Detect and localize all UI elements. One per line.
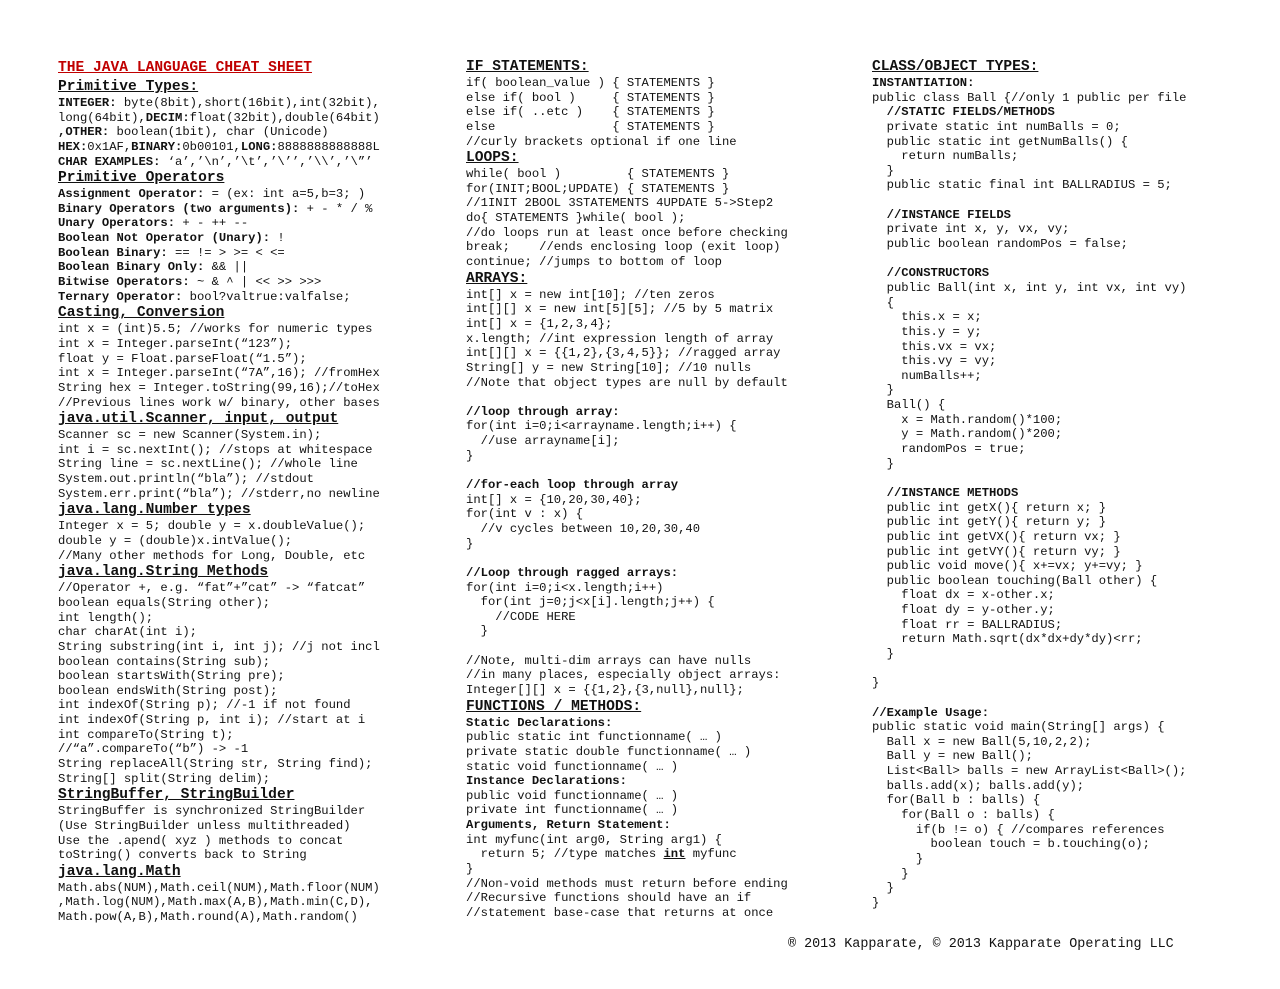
code-line: //Recursive functions should have an if <box>466 891 752 906</box>
code-line: x.length; //int expression length of array <box>466 331 774 346</box>
term-label: Boolean Binary Only: <box>58 260 212 275</box>
code-line: int[] x = {1,2,3,4}; <box>466 316 613 331</box>
term-value: boolean(1bit), char (Unicode) <box>116 125 329 140</box>
term-value: == != > >= < <= <box>175 245 285 260</box>
code-line: break; //ends enclosing loop (exit loop) <box>466 240 781 255</box>
code-line: public boolean randomPos = false; <box>872 237 1128 252</box>
code-line: else if( bool ) { STATEMENTS } <box>466 90 715 105</box>
code-line: System.out.println(“bla”); //stdout <box>58 472 314 487</box>
comment-label: //INSTANCE METHODS <box>872 485 1019 500</box>
code-line: do{ STATEMENTS }while( bool ); <box>466 211 686 226</box>
column-basics <box>58 58 406 925</box>
term-label: Ternary Operator: <box>58 289 190 304</box>
code-line <box>58 260 406 275</box>
code-line: //1INIT 2BOOL 3STATEMENTS 4UPDATE 5->Step2 <box>466 196 774 211</box>
page-title: THE JAVA LANGUAGE CHEAT SHEET <box>58 60 312 76</box>
section-heading-functions: FUNCTIONS / METHODS: <box>466 698 642 715</box>
comment-label: //loop through array: <box>466 404 620 419</box>
code-line: public class Ball {//only 1 public per file <box>872 90 1187 105</box>
code-line <box>466 847 818 862</box>
code-line <box>58 155 406 170</box>
code-line: int myfunc(int arg0, String arg1) { <box>466 832 722 847</box>
code-line: } <box>872 895 880 910</box>
code-line: public Ball(int x, int y, int vx, int vy) <box>872 280 1187 295</box>
term-label: CHAR EXAMPLES: <box>58 154 168 169</box>
code-line: Integer x = 5; double y = x.doubleValue(); <box>58 519 366 534</box>
term-label: Assignment Operator: <box>58 187 212 202</box>
code-line: char charAt(int i); <box>58 625 197 640</box>
term-value: 0x1AF, <box>87 139 132 154</box>
code-line: y = Math.random()*200; <box>872 427 1063 442</box>
term-value: bool?valtrue:valfalse; <box>189 289 351 304</box>
code-line: for(int j=0;j<x[i].length;j++) { <box>466 595 715 610</box>
code-line: for(int i=0;i<x.length;i++) <box>466 580 664 595</box>
code-line: else if( ..etc ) { STATEMENTS } <box>466 105 715 120</box>
code-line: boolean startsWith(String pre); <box>58 669 285 684</box>
code-line: float rr = BALLRADIUS; <box>872 617 1063 632</box>
code-line: //“a”.compareTo(“b”) -> -1 <box>58 742 249 757</box>
code-line: } <box>872 881 894 896</box>
code-line: } <box>872 163 894 178</box>
code-line: for(Ball b : balls) { <box>872 793 1041 808</box>
code-line: public int getX(){ return x; } <box>872 500 1107 515</box>
code-line: //Note, multi-dim arrays can have nulls <box>466 653 752 668</box>
code-line: private int functionname( … ) <box>466 803 679 818</box>
code-line: //in many places, especially object arrays: <box>466 668 781 683</box>
section-heading-string-methods: java.lang.String Methods <box>58 564 269 581</box>
code-line: public void move(){ x+=vx; y+=vy; } <box>872 559 1143 574</box>
code-line: if(b != o) { //compares references <box>872 822 1165 837</box>
code-line: int x = Integer.parseInt(“123”); <box>58 336 293 351</box>
code-line: } <box>466 448 474 463</box>
code-line: public static int getNumBalls() { <box>872 134 1128 149</box>
section-heading-stringbuffer: StringBuffer, StringBuilder <box>58 787 295 804</box>
spacer <box>466 463 818 478</box>
copyright-footer: ® 2013 Kapparate, © 2013 Kapparate Operating LLC <box>788 937 1174 952</box>
code-line: } <box>872 851 924 866</box>
section-heading-math: java.lang.Math <box>58 863 181 880</box>
column-class-object-types <box>872 58 1217 911</box>
code-line <box>58 140 406 155</box>
section-heading-casting: Casting, Conversion <box>58 305 225 322</box>
code-line: System.err.print(“bla”); //stderr,no newline <box>58 486 380 501</box>
code-line: static void functionname( … ) <box>466 759 679 774</box>
term-value: + - ++ -- <box>182 216 249 231</box>
code-line: this.vy = vy; <box>872 354 997 369</box>
code-line: if( boolean_value ) { STATEMENTS } <box>466 76 715 90</box>
code-line: public void functionname( … ) <box>466 788 679 803</box>
section-heading-loops: LOOPS: <box>466 150 519 167</box>
code-line: boolean contains(String sub); <box>58 654 271 669</box>
code-line <box>58 187 406 202</box>
code-line: return numBalls; <box>872 149 1019 164</box>
code-line: for(Ball o : balls) { <box>872 808 1055 823</box>
code-line: Math.pow(A,B),Math.round(A),Math.random() <box>58 910 358 925</box>
code-line: int indexOf(String p, int i); //start at i <box>58 713 366 728</box>
code-line: } <box>872 866 909 881</box>
term-label: DECIM: <box>145 110 190 125</box>
code-line <box>58 125 406 140</box>
code-line: for(int v : x) { <box>466 507 584 522</box>
term-value: && || <box>211 260 249 275</box>
code-line: public int getVX(){ return vx; } <box>872 529 1121 544</box>
code-line: private int x, y, vx, vy; <box>872 222 1070 237</box>
spacer <box>466 639 818 654</box>
code-line: //Note that object types are null by default <box>466 375 788 390</box>
code-line: List<Ball> balls = new ArrayList<Ball>(); <box>872 764 1187 779</box>
code-line: String line = sc.nextLine(); //whole line <box>58 457 358 472</box>
term-label: Binary Operators (two arguments): <box>58 201 307 216</box>
term-value: ! <box>277 231 285 246</box>
term-label: BINARY: <box>131 139 183 154</box>
term-value: 0b00101, <box>182 139 241 154</box>
term-value: long(64bit), <box>58 110 146 125</box>
code-line: //v cycles between 10,20,30,40 <box>466 521 701 536</box>
code-line: this.vx = vx; <box>872 339 997 354</box>
code-line: int indexOf(String p); //-1 if not found <box>58 698 351 713</box>
code-line: { <box>872 295 894 310</box>
code-line: public static void main(String[] args) { <box>872 720 1165 735</box>
section-heading-number-types: java.lang.Number types <box>58 502 251 519</box>
code-line <box>58 290 406 305</box>
code-line <box>58 246 406 261</box>
code-line: ,Math.log(NUM),Math.max(A,B),Math.min(C,D), <box>58 895 373 910</box>
code-line: int x = Integer.parseInt(“7A”,16); //fromHex <box>58 366 380 381</box>
code-line: Ball x = new Ball(5,10,2,2); <box>872 734 1092 749</box>
code-line: this.x = x; <box>872 310 982 325</box>
term-label: Unary Operators: <box>58 216 183 231</box>
code-line: } <box>466 536 474 551</box>
code-line: int x = (int)5.5; //works for numeric types <box>58 322 373 337</box>
code-line: balls.add(x); balls.add(y); <box>872 778 1085 793</box>
column-control-flow <box>466 58 818 921</box>
code-line: String hex = Integer.toString(99,16);//toHex <box>58 380 380 395</box>
code-line: String replaceAll(String str, String find); <box>58 756 373 771</box>
code-line: double y = (double)x.intValue(); <box>58 534 293 549</box>
code-line: randomPos = true; <box>872 442 1026 457</box>
term-label: LONG: <box>240 139 278 154</box>
code-line: Ball() { <box>872 398 946 413</box>
term-label: INTEGER: <box>58 96 124 110</box>
code-line: for(INIT;BOOL;UPDATE) { STATEMENTS } <box>466 181 730 196</box>
code-line: public static int functionname( … ) <box>466 730 722 745</box>
term-label: HEX: <box>58 139 88 154</box>
term-value: 8888888888888L <box>277 139 380 154</box>
sub-label: INSTANTIATION: <box>872 76 975 90</box>
comment-label: //INSTANCE FIELDS <box>872 207 1011 222</box>
code-line: } <box>872 646 894 661</box>
code-line: int[] x = new int[10]; //ten zeros <box>466 287 715 302</box>
return-type-emphasis: int <box>663 847 686 862</box>
code-line: String[] y = new String[10]; //10 nulls <box>466 360 752 375</box>
comment-label: //for-each loop through array <box>466 478 679 493</box>
code-line: //Operator +, e.g. “fat”+”cat” -> “fatcat” <box>58 581 366 596</box>
code-line: this.y = y; <box>872 324 982 339</box>
spacer <box>872 252 1217 267</box>
code-line: int[] x = {10,20,30,40}; <box>466 492 642 507</box>
code-line: float dy = y-other.y; <box>872 603 1055 618</box>
code-line: x = Math.random()*100; <box>872 412 1063 427</box>
code-line <box>58 216 406 231</box>
code-line <box>58 275 406 290</box>
code-line: //use arrayname[i]; <box>466 434 620 449</box>
term-value: float(32bit),double(64bit) <box>189 110 380 125</box>
section-heading-primitive-types: Primitive Types: <box>58 79 199 95</box>
code-line: public int getY(){ return y; } <box>872 515 1107 530</box>
comment-label: //Example Usage: <box>872 705 990 720</box>
code-line: } <box>466 624 488 639</box>
code-line: String substring(int i, int j); //j not incl <box>58 639 380 654</box>
code-line: } <box>466 862 474 877</box>
code-line: while( bool ) { STATEMENTS } <box>466 167 730 182</box>
code-line: int[][] x = {{1,2},{3,4,5}}; //ragged array <box>466 346 781 361</box>
sub-label: Instance Declarations: <box>466 774 627 789</box>
code-line: //do loops run at least once before checking <box>466 225 788 240</box>
code-line: Scanner sc = new Scanner(System.in); <box>58 428 322 443</box>
code-line: public int getVY(){ return vy; } <box>872 544 1121 559</box>
code-line: boolean equals(String other); <box>58 595 271 610</box>
code-line <box>58 96 406 111</box>
section-heading-primitive-operators: Primitive Operators <box>58 170 225 187</box>
code-line: int compareTo(String t); <box>58 727 234 742</box>
comment-label: //STATIC FIELDS/METHODS <box>872 105 1055 120</box>
code-line: Use the .apend( xyz ) methods to concat <box>58 833 344 848</box>
code-line: else { STATEMENTS } <box>466 119 715 134</box>
sub-label: Static Declarations: <box>466 715 613 730</box>
section-heading-if-statements: IF STATEMENTS: <box>466 59 589 75</box>
code-line: //Non-void methods must return before ending <box>466 876 788 891</box>
code-line: float y = Float.parseFloat(“1.5”); <box>58 351 307 366</box>
term-value: ‘a’,’\n’,’\t’,’\’’,’\\’,’\”’ <box>167 154 373 169</box>
code-line: //Previous lines work w/ binary, other bases <box>58 395 380 410</box>
code-line: toString() converts back to String <box>58 848 307 863</box>
term-value: + - * / % <box>306 201 373 216</box>
spacer <box>872 691 1217 706</box>
code-line: StringBuffer is synchronized StringBuilder <box>58 804 366 819</box>
code-line: //Many other methods for Long, Double, etc <box>58 548 366 563</box>
code-line: private static double functionname( … ) <box>466 744 752 759</box>
spacer <box>466 390 818 405</box>
code-line: int i = sc.nextInt(); //stops at whitespace <box>58 442 373 457</box>
code-line: } <box>872 456 894 471</box>
section-heading-scanner: java.util.Scanner, input, output <box>58 411 339 428</box>
code-line: boolean endsWith(String post); <box>58 683 278 698</box>
code-line: //CODE HERE <box>466 609 576 624</box>
code-line: int[][] x = new int[5][5]; //5 by 5 matrix <box>466 302 774 317</box>
term-label: Boolean Not Operator (Unary): <box>58 231 278 246</box>
code-line: return Math.sqrt(dx*dx+dy*dy)<rr; <box>872 632 1143 647</box>
code-line <box>58 202 406 217</box>
term-label: Bitwise Operators: <box>58 275 197 290</box>
term-value: = (ex: int a=5,b=3; ) <box>211 187 366 202</box>
sub-label: Arguments, Return Statement: <box>466 818 671 833</box>
spacer <box>872 662 1217 677</box>
code-line: boolean touch = b.touching(o); <box>872 837 1150 852</box>
code-line: Math.abs(NUM),Math.ceil(NUM),Math.floor(NUM) <box>58 880 380 895</box>
code-line: String[] split(String delim); <box>58 771 271 786</box>
return-comment-tail: myfunc <box>685 847 737 862</box>
term-label: Boolean Binary: <box>58 245 176 260</box>
code-line: //curly brackets optional if one line <box>466 134 737 149</box>
term-value: byte(8bit),short(16bit),int(32bit), <box>123 96 380 110</box>
comment-label: //CONSTRUCTORS <box>872 266 990 281</box>
code-line: public static final int BALLRADIUS = 5; <box>872 178 1172 193</box>
spacer <box>872 193 1217 208</box>
code-line: (Use StringBuilder unless multithreaded) <box>58 818 351 833</box>
term-label: ,OTHER: <box>58 125 117 140</box>
comment-label: //Loop through ragged arrays: <box>466 565 679 580</box>
spacer <box>466 551 818 566</box>
code-line: //statement base-case that returns at once <box>466 905 774 920</box>
code-line: } <box>872 676 880 691</box>
code-line <box>58 111 406 126</box>
code-line <box>58 231 406 246</box>
code-line: Ball y = new Ball(); <box>872 749 1033 764</box>
code-line: float dx = x-other.x; <box>872 588 1055 603</box>
code-line: numBalls++; <box>872 368 982 383</box>
code-line: private static int numBalls = 0; <box>872 119 1121 134</box>
spacer <box>872 471 1217 486</box>
code-line: continue; //jumps to bottom of loop <box>466 255 722 270</box>
term-value: ~ & ^ | << >> >>> <box>196 275 322 290</box>
code-line: Integer[][] x = {{1,2},{3,null},null}; <box>466 682 744 697</box>
return-statement: return 5; //type matches <box>466 847 664 862</box>
code-line: for(int i=0;i<arrayname.length;i++) { <box>466 419 737 434</box>
code-line: int length(); <box>58 610 154 625</box>
code-line: } <box>872 383 894 398</box>
section-heading-arrays: ARRAYS: <box>466 270 528 287</box>
code-line: public boolean touching(Ball other) { <box>872 573 1158 588</box>
section-heading-class-object-types: CLASS/OBJECT TYPES: <box>872 59 1039 75</box>
